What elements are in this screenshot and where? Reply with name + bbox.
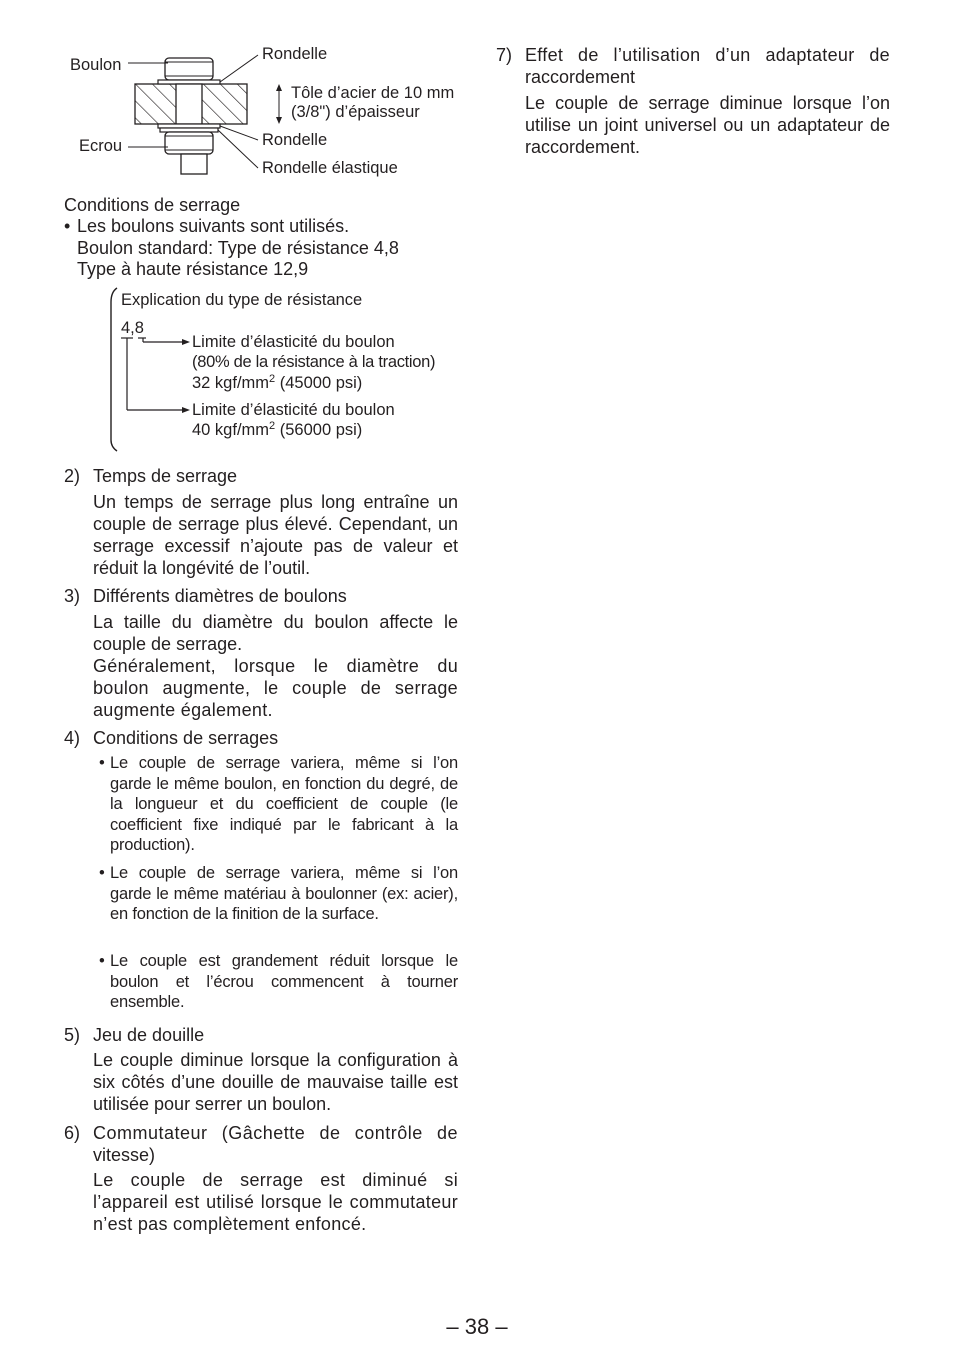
section-3-number: 3)	[64, 586, 81, 606]
steel-plate-label-line1: Tôle d’acier de 10 mm	[291, 84, 455, 102]
tensile-value	[192, 420, 362, 440]
section-4-title: Conditions de serrages	[93, 728, 279, 748]
section-4-bullet-3-text: Le couple est grandement réduit lorsque le boulon et l’écrou commencent à tourner ensemble.	[110, 952, 458, 1011]
section-3-body-2: Généralement, lorsque le diamètre du boulon augmente, le couple de serrage augmente également.	[93, 656, 458, 720]
section-6-body: Le couple de serrage est diminué si l’appareil est utilisé lorsque le commutateur n’est pas complètement enfoncé.	[93, 1170, 458, 1234]
section-5-number: 5)	[64, 1025, 81, 1045]
conditions-line2: Boulon standard: Type de résistance 4,8	[77, 238, 399, 258]
section-4-number: 4)	[64, 728, 81, 748]
nut	[165, 132, 213, 154]
section-6-title-line2: vitesse)	[93, 1145, 156, 1165]
section-3-title: Différents diamètres de boulons	[93, 586, 347, 606]
yield-note: (80% de la résistance à la traction)	[192, 353, 436, 371]
bullet-icon: •	[99, 952, 105, 970]
section-5-title: Jeu de douille	[93, 1025, 205, 1045]
strength-bracket	[111, 288, 117, 451]
section-6-title-line1: Commutateur (Gâchette de contrôle de	[93, 1123, 458, 1143]
strength-title: Explication du type de résistance	[121, 291, 363, 309]
section-2-body: Un temps de serrage plus long entraîne un couple de serrage plus élevé. Cependant, un serrage excessif n’ajoute pas de valeur et réduit la longévité de l’outil.	[93, 492, 458, 578]
section-5-body: Le couple diminue lorsque la configuration à six côtés d’une douille de mauvaise taille est utilisée pour serrer un boulon.	[93, 1050, 458, 1114]
strength-value: 4,8	[121, 319, 144, 337]
tensile-label: Limite d’élasticité du boulon	[192, 401, 395, 419]
yield-value-superscript: 2	[269, 373, 276, 385]
bullet-icon: •	[99, 754, 105, 772]
section-3-body-1: La taille du diamètre du boulon affecte le couple de serrage.	[93, 612, 458, 654]
spring-washer-label: Rondelle élastique	[262, 159, 398, 177]
top-washer-label: Rondelle	[262, 45, 328, 63]
page-number: – 38 –	[446, 1314, 508, 1339]
section-7-title-line1: Effet de l’utilisation d’un adaptateur de	[525, 45, 890, 65]
section-4-bullet-1-text: Le couple de serrage variera, même si l’on garde le même boulon, en fonction du degré, de la longueur et du coefficient de couple (le coefficient fixe indiqué par le fabricant à la production).	[110, 754, 458, 854]
bolt-head	[165, 58, 213, 80]
conditions-title: Conditions de serrage	[64, 195, 241, 215]
steel-plate-label-line2: (3/8") d’épaisseur	[291, 103, 420, 121]
bolt-label: Boulon	[70, 56, 122, 74]
bullet-icon: •	[99, 864, 105, 882]
section-7-body: Le couple de serrage diminue lorsque l’on utilise un joint universel ou un adaptateur de raccordement.	[525, 93, 890, 157]
conditions-bullet: •	[64, 216, 71, 236]
section-7-number: 7)	[496, 45, 513, 65]
tensile-value-superscript: 2	[269, 420, 276, 432]
yield-value	[192, 373, 362, 393]
section-2-title: Temps de serrage	[93, 466, 238, 486]
bottom-washer-label: Rondelle	[262, 131, 328, 149]
section-6-number: 6)	[64, 1123, 81, 1143]
section-4-bullet-2-text: Le couple de serrage variera, même si l’on garde le même matériau à boulonner (ex: acier), en fonction de la finition de la surface.	[110, 864, 458, 923]
conditions-line3: Type à haute résistance 12,9	[77, 259, 309, 279]
tensile-value-suffix: (56000 psi)	[275, 421, 363, 439]
yield-value-prefix: 32 kgf/mm	[192, 374, 270, 392]
nut-label: Ecrou	[79, 137, 123, 155]
tensile-value-prefix: 40 kgf/mm	[192, 421, 270, 439]
section-7-title	[525, 44, 890, 88]
conditions-line1: Les boulons suivants sont utilisés.	[77, 216, 350, 236]
yield-label: Limite d’élasticité du boulon	[192, 333, 395, 351]
section-7-title-line2: raccordement	[525, 67, 636, 87]
yield-value-suffix: (45000 psi)	[275, 374, 363, 392]
section-6-title	[93, 1122, 458, 1166]
section-2-number: 2)	[64, 466, 81, 486]
